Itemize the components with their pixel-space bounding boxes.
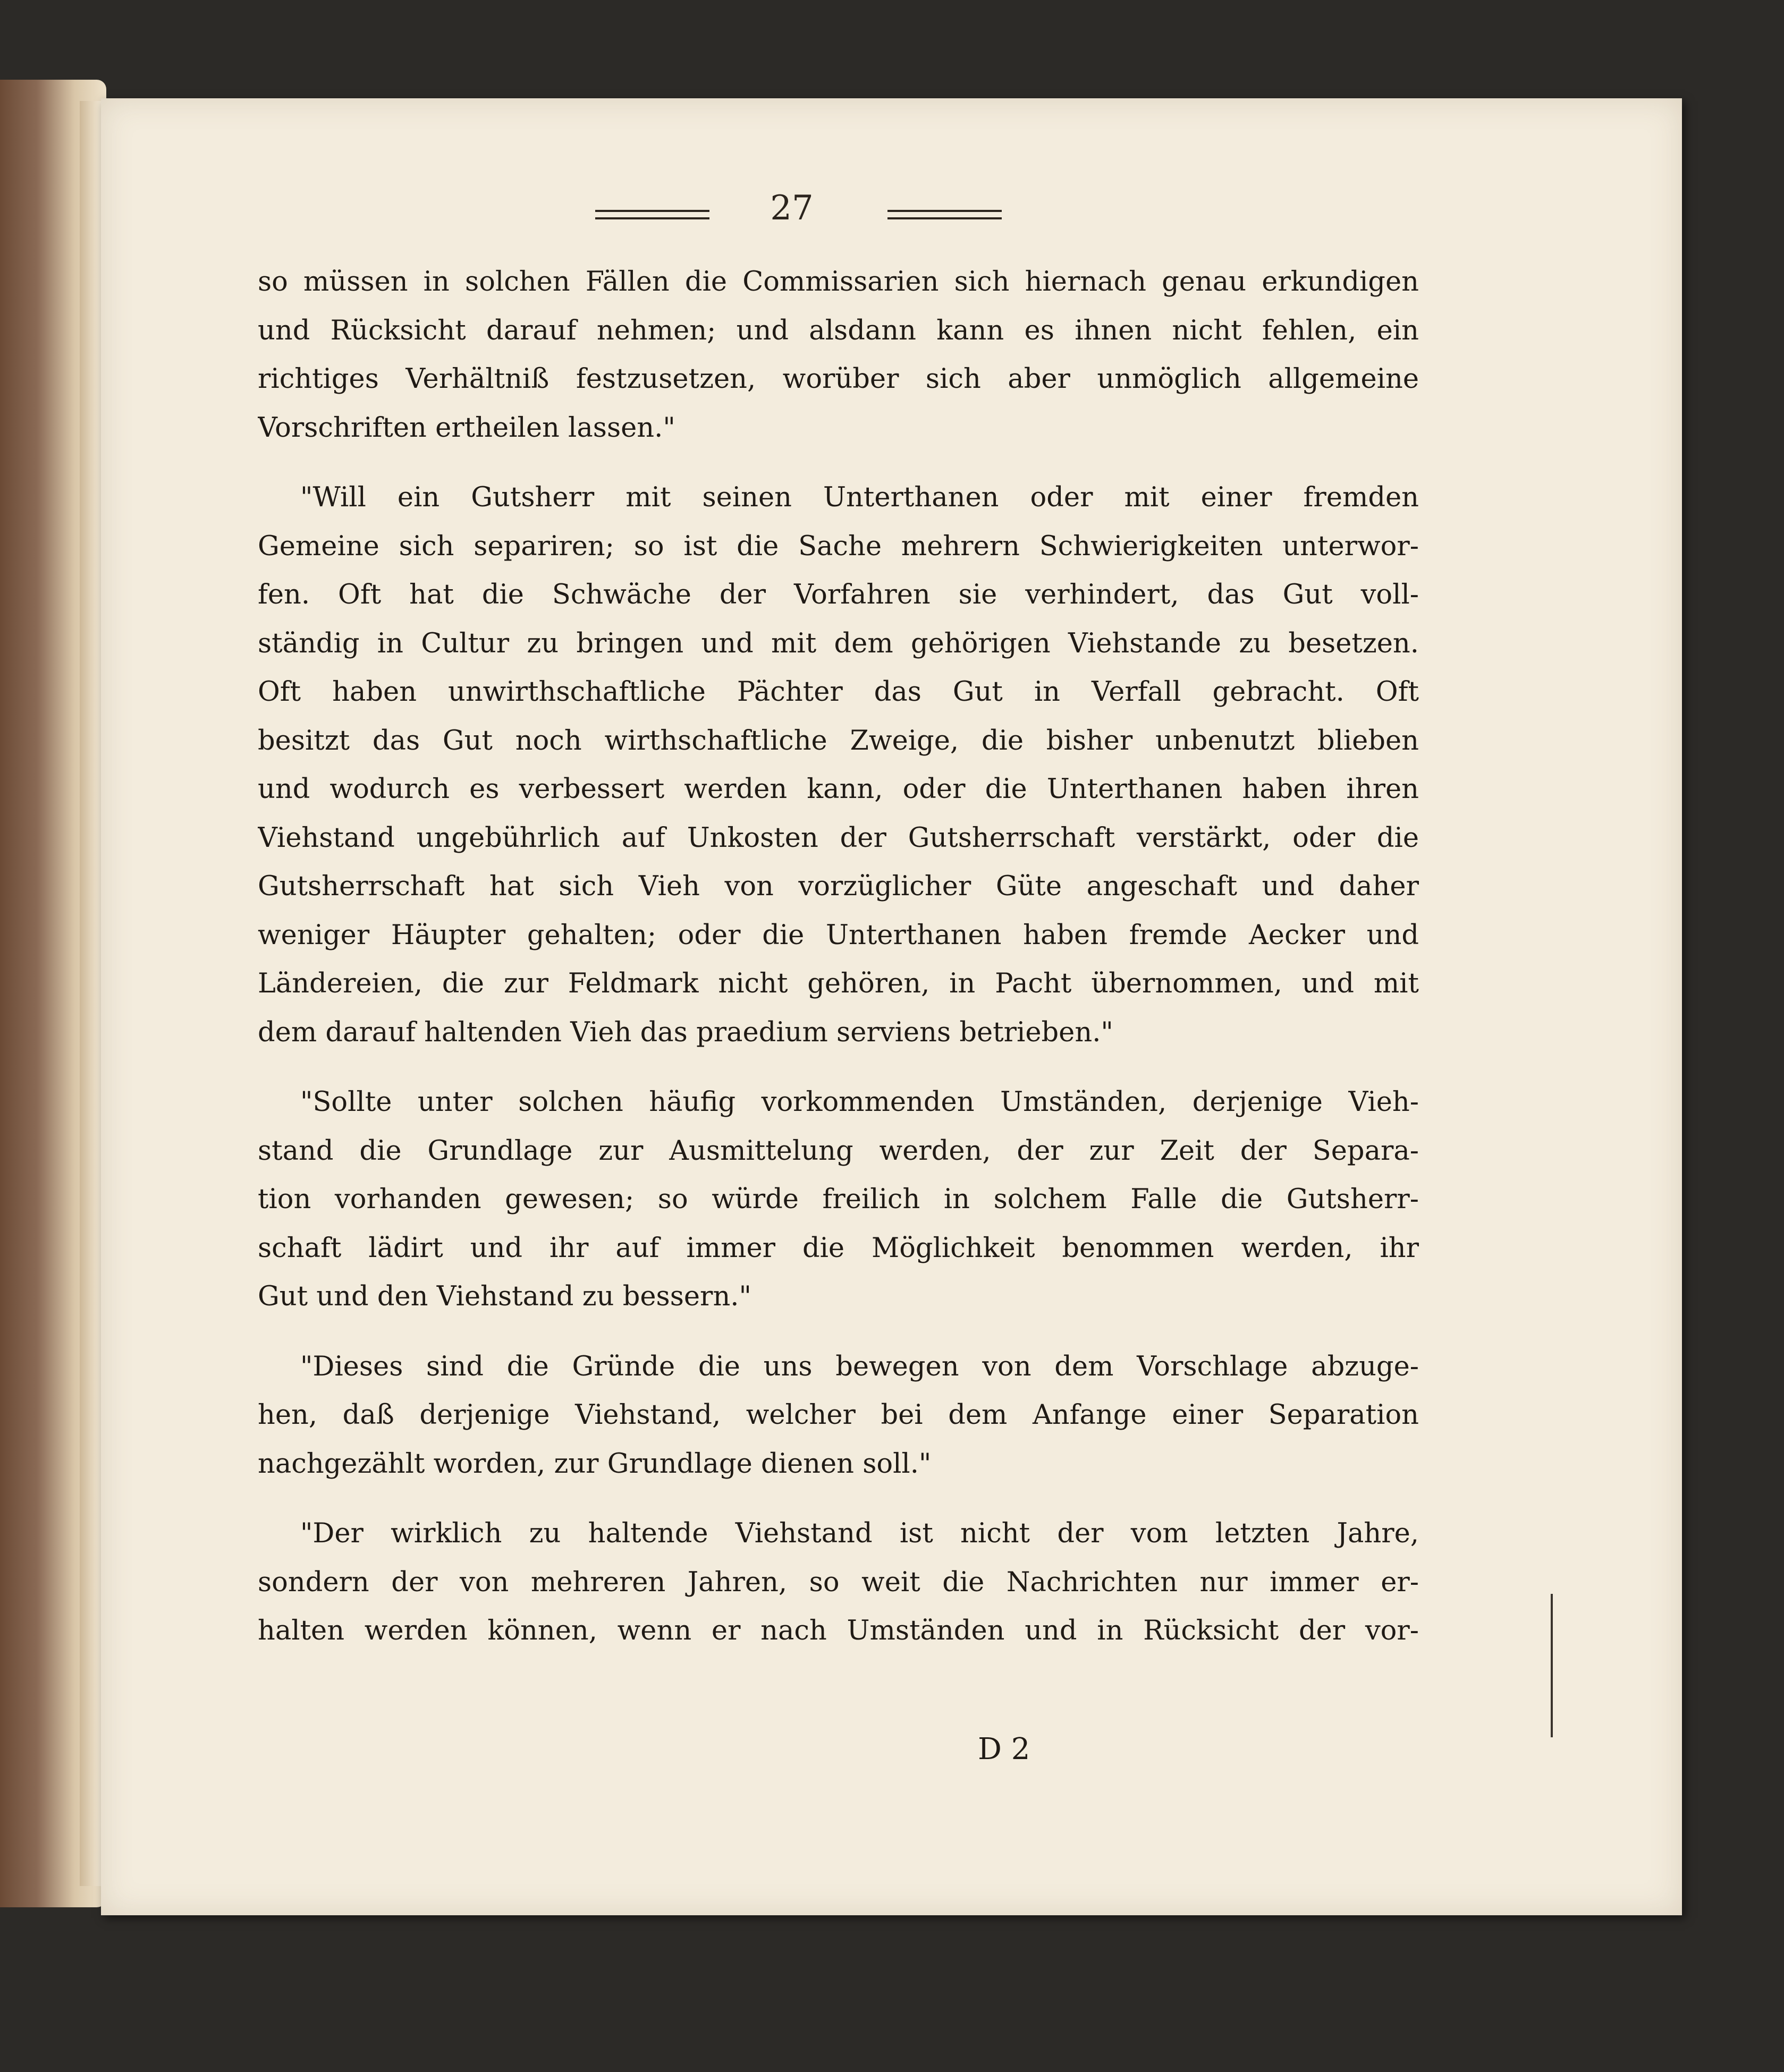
paragraph-2 xyxy=(258,473,1419,1057)
text-line: besitzt das Gut noch wirthschaftliche Zweige, die bisher unbenutzt blieben xyxy=(258,725,1419,757)
text-line: weniger Häupter gehalten; oder die Unterthanen haben fremde Aecker und xyxy=(258,919,1419,951)
text-line: Gemeine sich separiren; so ist die Sache mehrern Schwierigkeiten unterwor- xyxy=(258,530,1419,562)
text-line: nachgezählt worden, zur Grundlage dienen soll." xyxy=(258,1448,932,1480)
text-line: Gutsherrschaft hat sich Vieh von vorzüglicher Güte angeschaft und daher xyxy=(258,871,1419,902)
header-rule-right xyxy=(887,210,1002,219)
paragraph-5 xyxy=(258,1509,1419,1655)
text-line: und Rücksicht darauf nehmen; und alsdann kann es ihnen nicht fehlen, ein xyxy=(258,315,1419,346)
text-line: stand die Grundlage zur Ausmittelung werden, der zur Zeit der Separa- xyxy=(258,1135,1419,1167)
page-number: 27 xyxy=(770,189,814,228)
margin-mark xyxy=(1551,1594,1553,1737)
text-line: Gut und den Viehstand zu bessern." xyxy=(258,1281,751,1312)
text-line: Viehstand ungebührlich auf Unkosten der Gutsherrschaft verstärkt, oder die xyxy=(258,822,1419,854)
text-line: dem darauf haltenden Vieh das praedium serviens betrieben." xyxy=(258,1016,1113,1048)
text-line: "Der wirklich zu haltende Viehstand ist nicht der vom letzten Jahre, xyxy=(300,1518,1419,1549)
text-line: hen, daß derjenige Viehstand, welcher bei dem Anfange einer Separation xyxy=(258,1399,1419,1431)
page-body-text xyxy=(258,258,1419,1655)
text-line: tion vorhanden gewesen; so würde freilich in solchem Falle die Gutsherr- xyxy=(258,1184,1419,1215)
text-line: Ländereien, die zur Feldmark nicht gehören, in Pacht übernommen, und mit xyxy=(258,968,1419,999)
text-line: und wodurch es verbessert werden kann, oder die Unterthanen haben ihren xyxy=(258,774,1419,805)
text-line: halten werden können, wenn er nach Umständen und in Rücksicht der vor- xyxy=(258,1615,1419,1646)
text-line: "Dieses sind die Gründe die uns bewegen von dem Vorschlage abzuge- xyxy=(300,1351,1419,1382)
text-line: "Sollte unter solchen häufig vorkommenden Umständen, derjenige Vieh- xyxy=(300,1086,1419,1118)
text-line: fen. Oft hat die Schwäche der Vorfahren sie verhindert, das Gut voll- xyxy=(258,579,1419,610)
paragraph-4 xyxy=(258,1343,1419,1489)
text-line: "Will ein Gutsherr mit seinen Unterthanen oder mit einer fremden xyxy=(300,482,1419,513)
text-line: so müssen in solchen Fällen die Commissarien sich hiernach genau erkundigen xyxy=(258,266,1419,298)
text-line: Vorschriften ertheilen lassen." xyxy=(258,412,675,444)
page-header xyxy=(595,189,1020,242)
text-line: richtiges Verhältniß festzusetzen, worüber sich aber unmöglich allgemeine xyxy=(258,363,1419,395)
text-line: ständig in Cultur zu bringen und mit dem gehörigen Viehstande zu besetzen. xyxy=(258,627,1419,659)
paragraph-1 xyxy=(258,258,1419,452)
adjacent-page-edge xyxy=(80,101,101,1886)
text-line: sondern der von mehreren Jahren, so weit die Nachrichten nur immer er- xyxy=(258,1566,1419,1598)
text-line: schaft lädirt und ihr auf immer die Möglichkeit benommen werden, ihr xyxy=(258,1232,1419,1264)
text-line: Oft haben unwirthschaftliche Pächter das Gut in Verfall gebracht. Oft xyxy=(258,676,1419,708)
paragraph-3 xyxy=(258,1078,1419,1321)
header-rule-left xyxy=(595,210,709,219)
signature-mark: D 2 xyxy=(978,1732,1030,1767)
